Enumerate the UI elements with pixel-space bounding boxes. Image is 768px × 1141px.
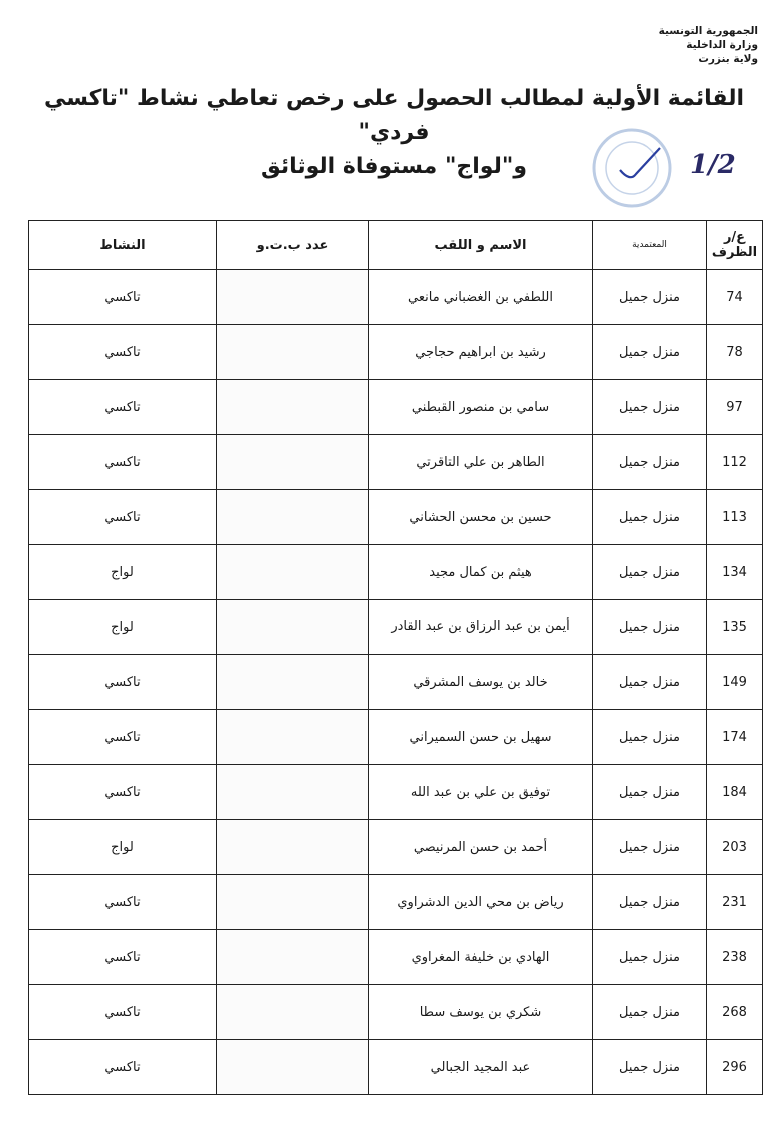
cell-number: 74	[707, 270, 763, 325]
cell-number: 296	[707, 1040, 763, 1095]
cell-activity: تاكسي	[29, 490, 217, 545]
cell-delegation: منزل جميل	[593, 820, 707, 875]
cell-number: 231	[707, 875, 763, 930]
cell-delegation: منزل جميل	[593, 435, 707, 490]
cell-activity: تاكسي	[29, 270, 217, 325]
cell-delegation: منزل جميل	[593, 765, 707, 820]
header-delegation: المعتمدية	[593, 221, 707, 270]
cell-number: 268	[707, 985, 763, 1040]
table-row	[29, 765, 763, 820]
page-mark: 1/2	[690, 150, 736, 180]
cell-number: 78	[707, 325, 763, 380]
document-title-line-1: القائمة الأولية لمطالب الحصول على رخص تعاطي نشاط "تاكسي فردي"	[43, 86, 745, 145]
cell-name: خالد بن يوسف المشرقي	[369, 655, 593, 710]
cell-delegation: منزل جميل	[593, 380, 707, 435]
cell-name: شكري بن يوسف سطا	[369, 985, 593, 1040]
table-row	[29, 270, 763, 325]
cell-activity: تاكسي	[29, 325, 217, 380]
cell-activity: تاكسي	[29, 875, 217, 930]
header-ministry: وزارة الداخلية	[686, 39, 758, 51]
table-row	[29, 545, 763, 600]
cell-number: 174	[707, 710, 763, 765]
table-row	[29, 930, 763, 985]
table-row	[29, 380, 763, 435]
cell-cin-redacted	[217, 985, 369, 1040]
cell-delegation: منزل جميل	[593, 325, 707, 380]
cell-delegation: منزل جميل	[593, 985, 707, 1040]
cell-activity: لواج	[29, 545, 217, 600]
cell-cin-redacted	[217, 930, 369, 985]
cell-name: أيمن بن عبد الرزاق بن عبد القادر	[369, 600, 593, 655]
cell-number: 135	[707, 600, 763, 655]
official-stamp	[590, 126, 674, 210]
government-header	[638, 24, 758, 66]
cell-activity: تاكسي	[29, 710, 217, 765]
cell-cin-redacted	[217, 545, 369, 600]
cell-delegation: منزل جميل	[593, 490, 707, 545]
cell-cin-redacted	[217, 270, 369, 325]
cell-name: رشيد بن ابراهيم حجاجي	[369, 325, 593, 380]
cell-cin-redacted	[217, 490, 369, 545]
table-row	[29, 435, 763, 490]
cell-delegation: منزل جميل	[593, 655, 707, 710]
table-row	[29, 1040, 763, 1095]
document-title-line-2: و"لواج" مستوفاة الوثائق	[260, 154, 527, 179]
cell-number: 112	[707, 435, 763, 490]
cell-number: 184	[707, 765, 763, 820]
cell-number: 113	[707, 490, 763, 545]
cell-name: هيثم بن كمال مجيد	[369, 545, 593, 600]
table-header-row	[29, 221, 763, 270]
cell-name: حسين بن محسن الحشاني	[369, 490, 593, 545]
cell-cin-redacted	[217, 1040, 369, 1095]
cell-activity: تاكسي	[29, 380, 217, 435]
cell-number: 149	[707, 655, 763, 710]
cell-cin-redacted	[217, 600, 369, 655]
header-country: الجمهورية التونسية	[658, 25, 758, 37]
cell-name: أحمد بن حسن المرنيصي	[369, 820, 593, 875]
cell-cin-redacted	[217, 765, 369, 820]
cell-name: توفيق بن علي بن عبد الله	[369, 765, 593, 820]
table-row	[29, 655, 763, 710]
applicants-table	[28, 220, 763, 1095]
cell-activity: تاكسي	[29, 655, 217, 710]
header-governorate: ولاية بنزرت	[698, 53, 758, 65]
cell-activity: تاكسي	[29, 985, 217, 1040]
cell-cin-redacted	[217, 380, 369, 435]
cell-name: الطاهر بن علي التاقرتي	[369, 435, 593, 490]
table-row	[29, 820, 763, 875]
header-activity: النشاط	[29, 221, 217, 270]
cell-delegation: منزل جميل	[593, 930, 707, 985]
cell-delegation: منزل جميل	[593, 600, 707, 655]
table-row	[29, 710, 763, 765]
cell-name: سهيل بن حسن السميراني	[369, 710, 593, 765]
cell-delegation: منزل جميل	[593, 710, 707, 765]
cell-activity: تاكسي	[29, 1040, 217, 1095]
table-row	[29, 600, 763, 655]
cell-name: اللطفي بن الغضباني مانعي	[369, 270, 593, 325]
header-name: الاسم و اللقب	[369, 221, 593, 270]
table-row	[29, 875, 763, 930]
table-row	[29, 490, 763, 545]
cell-name: رياض بن محي الدين الدشراوي	[369, 875, 593, 930]
cell-name: عبد المجيد الجبالي	[369, 1040, 593, 1095]
cell-cin-redacted	[217, 820, 369, 875]
cell-activity: لواج	[29, 600, 217, 655]
table-row	[29, 325, 763, 380]
cell-activity: تاكسي	[29, 765, 217, 820]
cell-cin-redacted	[217, 325, 369, 380]
cell-activity: لواج	[29, 820, 217, 875]
cell-number: 97	[707, 380, 763, 435]
cell-number: 134	[707, 545, 763, 600]
cell-delegation: منزل جميل	[593, 545, 707, 600]
cell-delegation: منزل جميل	[593, 270, 707, 325]
cell-activity: تاكسي	[29, 435, 217, 490]
cell-number: 238	[707, 930, 763, 985]
table-row	[29, 985, 763, 1040]
cell-cin-redacted	[217, 435, 369, 490]
cell-cin-redacted	[217, 655, 369, 710]
header-cin: عدد ب.ت.و	[217, 221, 369, 270]
cell-delegation: منزل جميل	[593, 875, 707, 930]
cell-name: الهادي بن خليفة المغراوي	[369, 930, 593, 985]
cell-activity: تاكسي	[29, 930, 217, 985]
cell-delegation: منزل جميل	[593, 1040, 707, 1095]
cell-number: 203	[707, 820, 763, 875]
cell-name: سامي بن منصور القبطني	[369, 380, 593, 435]
cell-cin-redacted	[217, 875, 369, 930]
cell-cin-redacted	[217, 710, 369, 765]
header-number: ع/ر الظرف	[707, 221, 763, 270]
